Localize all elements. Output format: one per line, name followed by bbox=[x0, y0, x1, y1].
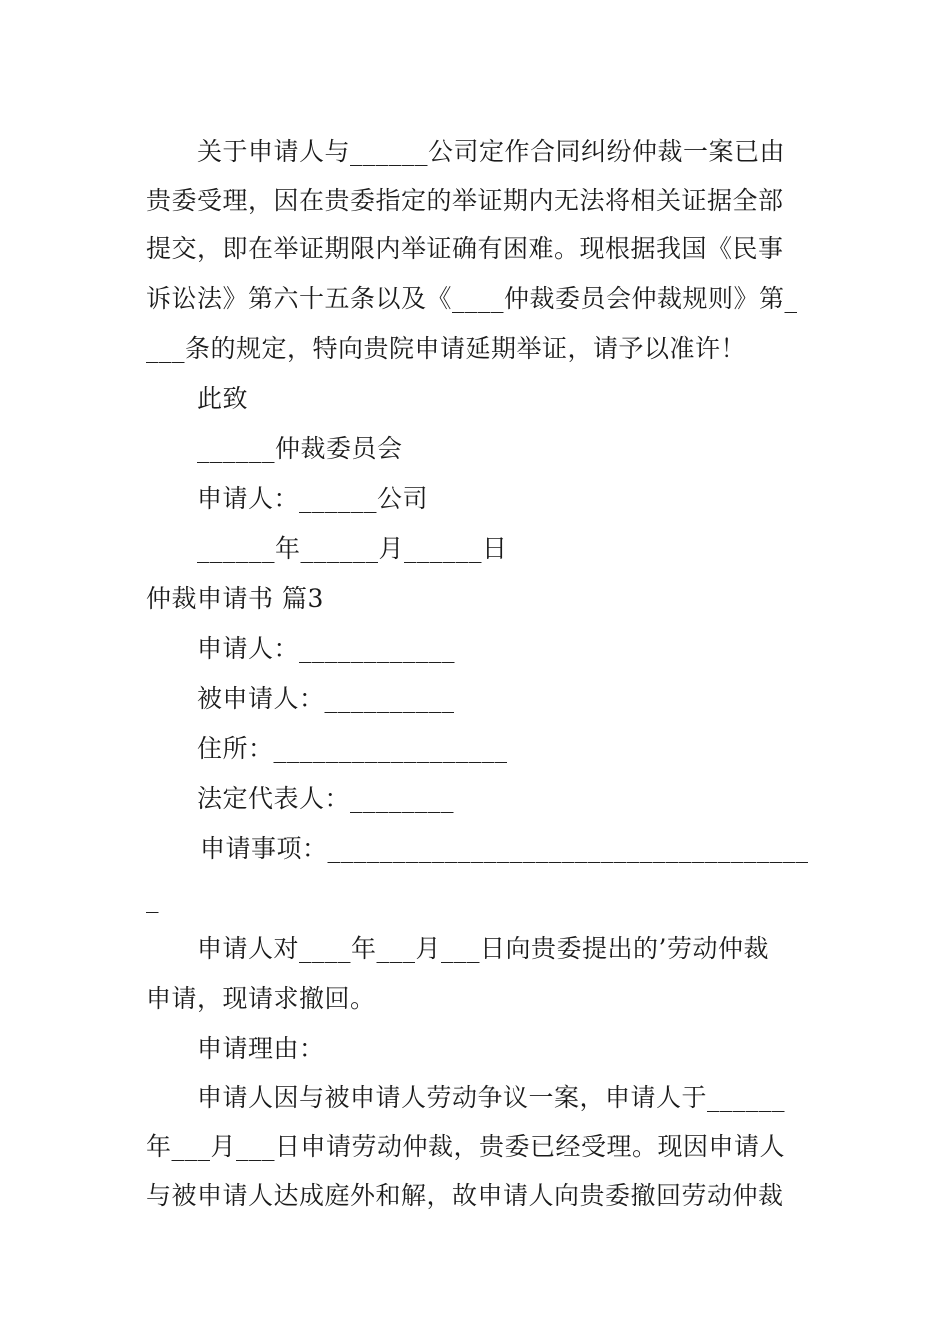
paragraph-line: 与被申请人达成庭外和解，故申请人向贵委撤回劳动仲裁 bbox=[146, 1181, 784, 1210]
date-blank: ______年______月______日 bbox=[197, 534, 508, 563]
applicant-company: 申请人：______公司 bbox=[197, 484, 429, 513]
paragraph-line: 年___月___日申请劳动仲裁，贵委已经受理。现因申请人 bbox=[146, 1132, 786, 1161]
paragraph-line: 关于申请人与______公司定作合同纠纷仲裁一案已由 bbox=[197, 137, 786, 166]
reason-heading: 申请理由： bbox=[197, 1034, 325, 1063]
field-matters: 申请事项：_____________________________________ bbox=[200, 834, 809, 863]
paragraph-line: 申请，现请求撤回。 bbox=[146, 984, 376, 1013]
paragraph-line: 申请人对____年___月___日向贵委提出的’劳动仲裁 bbox=[197, 934, 769, 963]
field-legal-rep: 法定代表人：________ bbox=[197, 784, 455, 813]
paragraph-line: 贵委受理，因在贵委指定的举证期内无法将相关证据全部 bbox=[146, 186, 784, 215]
paragraph-line: 提交，即在举证期限内举证确有困难。现根据我国《民事 bbox=[146, 234, 784, 263]
field-applicant: 申请人：____________ bbox=[197, 634, 456, 663]
recipient: ______仲裁委员会 bbox=[197, 434, 403, 463]
field-respondent: 被申请人：__________ bbox=[197, 684, 455, 713]
field-matters-continued: _ bbox=[146, 884, 159, 913]
field-address: 住所：__________________ bbox=[197, 734, 508, 763]
paragraph-line: 诉讼法》第六十五条以及《____仲裁委员会仲裁规则》第_ bbox=[146, 284, 798, 313]
salutation: 此致 bbox=[197, 384, 249, 413]
paragraph-line: ___条的规定，特向贵院申请延期举证，请予以准许！ bbox=[146, 334, 747, 363]
section-heading: 仲裁申请书 篇3 bbox=[146, 584, 324, 613]
paragraph-line: 申请人因与被申请人劳动争议一案，申请人于______ bbox=[197, 1083, 786, 1112]
